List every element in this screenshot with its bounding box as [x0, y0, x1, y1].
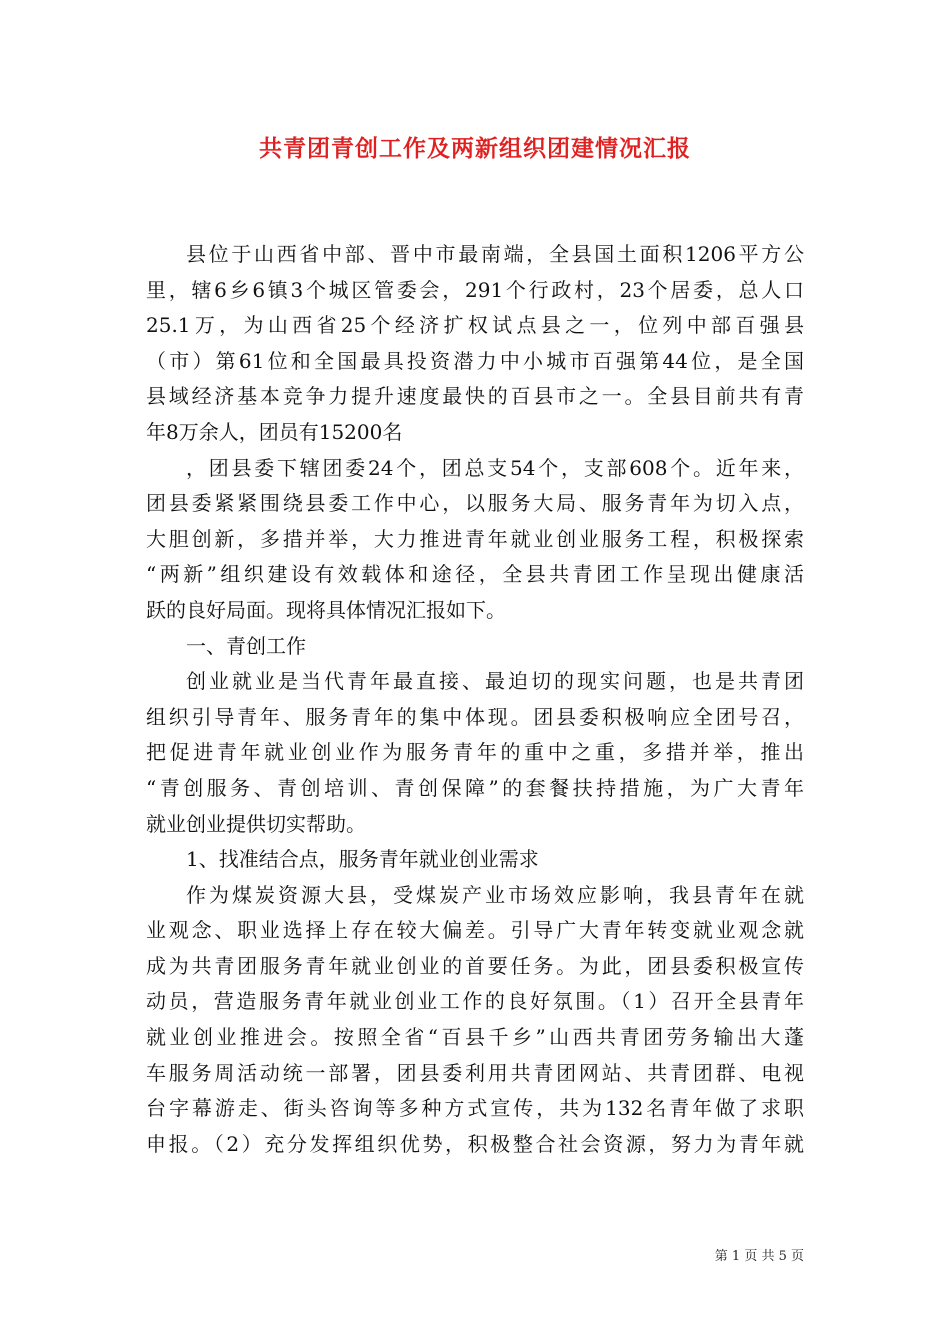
- document-title: 共青团青创工作及两新组织团建情况汇报: [259, 135, 691, 162]
- body-line: 大胆创新，多措并举，大力推进青年就业创业服务工程，积极探索: [146, 526, 804, 551]
- page-number: 第 1 页 共 5 页: [714, 1249, 804, 1264]
- body-line: “两新”组织建设有效载体和途径，全县共青团工作呈现出健康活: [146, 562, 804, 587]
- body-line: （市）第61位和全国最具投资潜力中小城市百强第44位，是全国: [146, 348, 804, 373]
- body-line: 就业创业提供切实帮助。: [146, 811, 366, 836]
- body-line: 就业创业推进会。按照全省“百县千乡”山西共青团劳务输出大蓬: [146, 1025, 804, 1050]
- section-heading: 一、青创工作: [186, 633, 306, 658]
- subsection-heading: 1、找准结合点，服务青年就业创业需求: [186, 847, 539, 872]
- body-line: 业观念、职业选择上存在较大偏差。引导广大青年转变就业观念就: [146, 918, 804, 943]
- body-line: ，团县委下辖团委24个，团总支54个，支部608个。近年来，: [186, 455, 804, 480]
- body-line: 县域经济基本竞争力提升速度最快的百县市之一。全县目前共有青: [146, 384, 804, 409]
- body-line: 动员，营造服务青年就业创业工作的良好氛围。（1）召开全县青年: [146, 989, 804, 1014]
- document-body: [146, 237, 804, 1162]
- body-line: 组织引导青年、服务青年的集中体现。团县委积极响应全团号召，: [146, 704, 804, 729]
- body-line: 申报。（2）充分发挥组织优势，积极整合社会资源，努力为青年就: [146, 1131, 804, 1156]
- body-line: 团县委紧紧围绕县委工作中心，以服务大局、服务青年为切入点，: [146, 491, 804, 516]
- body-line: 成为共青团服务青年就业创业的首要任务。为此，团县委积极宣传: [146, 953, 804, 978]
- body-line: 年8万余人，团员有15200名: [146, 419, 403, 444]
- body-line: 把促进青年就业创业作为服务青年的重中之重，多措并举，推出: [146, 740, 804, 765]
- body-line: 车服务周活动统一部署，团县委利用共青团网站、共青团群、电视: [146, 1060, 804, 1085]
- body-line: 25.1万，为山西省25个经济扩权试点县之一，位列中部百强县: [146, 313, 804, 338]
- body-line: “青创服务、青创培训、青创保障”的套餐扶持措施，为广大青年: [146, 775, 804, 800]
- body-line: 创业就业是当代青年最直接、最迫切的现实问题，也是共青团: [186, 669, 804, 694]
- body-line: 作为煤炭资源大县，受煤炭产业市场效应影响，我县青年在就: [186, 882, 804, 907]
- body-line: 台字幕游走、街头咨询等多种方式宣传，共为132名青年做了求职: [146, 1096, 804, 1121]
- body-line: 县位于山西省中部、晋中市最南端，全县国土面积1206平方公: [186, 242, 804, 266]
- body-line: 跃的良好局面。现将具体情况汇报如下。: [146, 597, 506, 622]
- body-line: 里，辖6乡6镇3个城区管委会，291个行政村，23个居委，总人口: [146, 277, 804, 302]
